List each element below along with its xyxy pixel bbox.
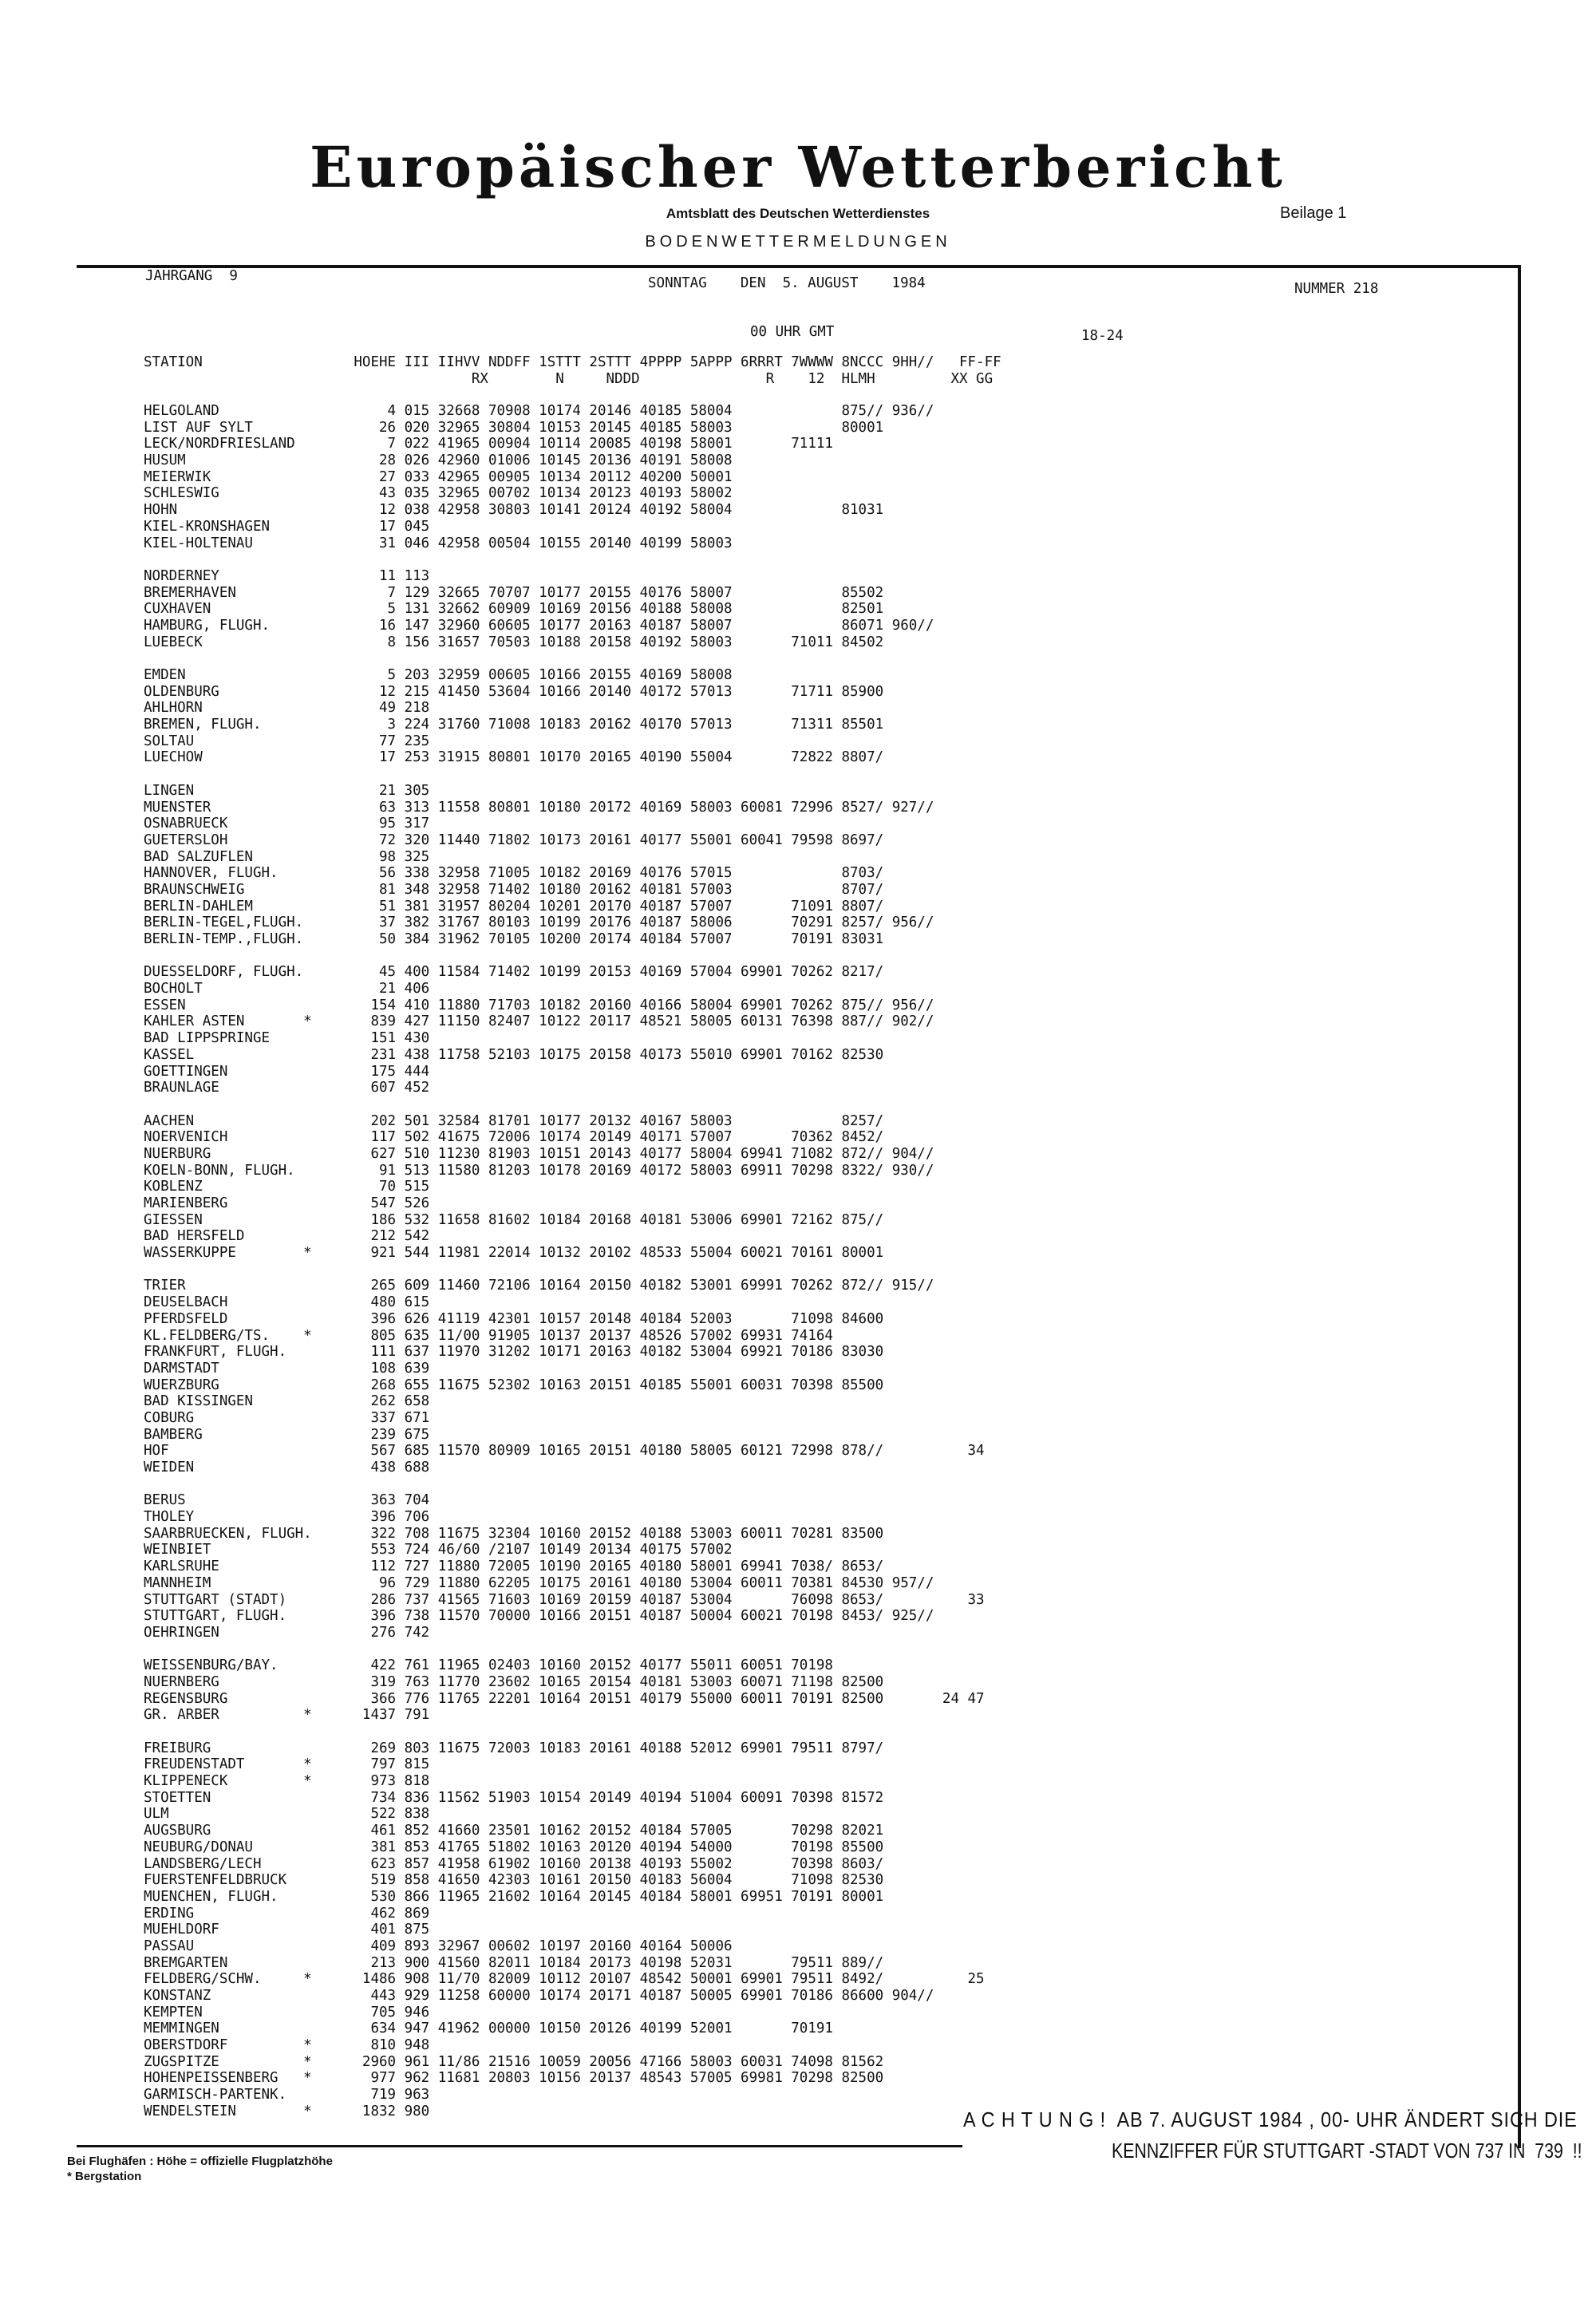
notice-line-1: A C H T U N G ! AB 7. AUGUST 1984 , 00- UHR ÄNDERT SICH DIE xyxy=(963,2107,1578,2131)
station-row: PASSAU 409 893 32967 00602 10197 20160 40164 50006 xyxy=(144,1938,733,1954)
station-row: BOCHOLT 21 406 xyxy=(144,981,430,997)
station-row: WEISSENBURG/BAY. 422 761 11965 02403 10160 20152 40177 55011 60051 70198 xyxy=(144,1657,833,1674)
station-row: KEMPTEN 705 946 xyxy=(144,2004,430,2021)
station-row: BRAUNSCHWEIG 81 348 32958 71402 10180 20162 40181 57003 8707/ xyxy=(144,881,884,898)
station-row: ZUGSPITZE * 2960 961 11/86 21516 10059 20056 47166 58003 60031 74098 81562 xyxy=(144,2053,884,2070)
station-row: FRANKFURT, FLUGH. 111 637 11970 31202 10171 20163 40182 53004 69921 70186 83030 xyxy=(144,1344,884,1361)
station-row: FELDBERG/SCHW. * 1486 908 11/70 82009 10112 20107 48542 50001 69901 79511 8492/ 25 xyxy=(144,1971,985,1988)
station-row: BAD KISSINGEN 262 658 xyxy=(144,1393,430,1410)
group-gap xyxy=(144,551,985,568)
section-heading: BODENWETTERMELDUNGEN xyxy=(645,233,951,251)
station-row: GARMISCH-PARTENK. 719 963 xyxy=(144,2087,430,2104)
station-row: LECK/NORDFRIESLAND 7 022 41965 00904 10114 20085 40198 58001 71111 xyxy=(144,436,833,452)
station-row: KIEL-KRONSHAGEN 17 045 xyxy=(144,518,430,535)
station-row: KONSTANZ 443 929 11258 60000 10174 20171 40187 50005 69901 70186 86600 904// xyxy=(144,1988,934,2004)
station-row: NOERVENICH 117 502 41675 72006 10174 20149 40171 57007 70362 8452/ xyxy=(144,1129,884,1146)
station-row: GOETTINGEN 175 444 xyxy=(144,1063,430,1080)
station-row: AUGSBURG 461 852 41660 23501 10162 20152 40184 57005 70298 82021 xyxy=(144,1823,884,1839)
station-row: ERDING 462 869 xyxy=(144,1905,430,1922)
station-row: ESSEN 154 410 11880 71703 10182 20160 40166 58004 69901 70262 875// 956// xyxy=(144,997,934,1013)
jahrgang-label: JAHRGANG 9 xyxy=(145,268,238,284)
station-row: BAD HERSFELD 212 542 xyxy=(144,1228,430,1245)
station-row: MUENCHEN, FLUGH. 530 866 11965 21602 10164 20145 40184 58001 69951 70191 80001 xyxy=(144,1888,884,1905)
station-row: HOF 567 685 11570 80909 10165 20151 40180 58005 60121 72998 878// 34 xyxy=(144,1443,985,1460)
station-row: HOHN 12 038 42958 30803 10141 20124 40192 58004 81031 xyxy=(144,502,884,519)
group-gap xyxy=(144,650,985,667)
group-gap xyxy=(144,948,985,965)
column-header-line-1: STATION HOEHE III IIHVV NDDFF 1STTT 2STTT 4PPPP 5APPP 6RRRT 7WWWW 8NCCC 9HH// FF-FF xyxy=(144,354,1001,370)
station-row: WASSERKUPPE * 921 544 11981 22014 10132 20102 48533 55004 60021 70161 80001 xyxy=(144,1245,884,1262)
station-row: GUETERSLOH 72 320 11440 71802 10173 20161 40177 55001 60041 79598 8697/ xyxy=(144,832,884,848)
station-row: PFERDSFELD 396 626 41119 42301 10157 20148 40184 52003 71098 84600 xyxy=(144,1310,884,1327)
station-row: LANDSBERG/LECH 623 857 41958 61902 10160 20138 40193 55002 70398 8603/ xyxy=(144,1855,884,1872)
station-row: SAARBRUECKEN, FLUGH. 322 708 11675 32304 10160 20152 40188 53003 60011 70281 83500 xyxy=(144,1525,884,1542)
station-row: DARMSTADT 108 639 xyxy=(144,1360,430,1377)
station-row: KAHLER ASTEN * 839 427 11150 82407 10122 20117 48521 58005 60131 76398 887// 902// xyxy=(144,1013,934,1030)
group-gap xyxy=(144,1476,985,1493)
station-row: STUTTGART (STADT) 286 737 41565 71603 10169 20159 40187 53004 76098 8653/ 33 xyxy=(144,1591,985,1608)
station-row: BAD SALZUFLEN 98 325 xyxy=(144,848,430,865)
station-row: HELGOLAND 4 015 32668 70908 10174 20146 40185 58004 875// 936// xyxy=(144,403,934,419)
frame-bottom-line xyxy=(77,2145,962,2147)
station-row: BRAUNLAGE 607 452 xyxy=(144,1080,430,1096)
station-row: BREMEN, FLUGH. 3 224 31760 71008 10183 20162 40170 57013 71311 85501 xyxy=(144,717,884,733)
group-gap xyxy=(144,1262,985,1278)
station-row: KOBLENZ 70 515 xyxy=(144,1179,430,1195)
station-row: GR. ARBER * 1437 791 xyxy=(144,1707,430,1724)
station-row: NUERBURG 627 510 11230 81903 10151 20143 40177 58004 69941 71082 872// 904// xyxy=(144,1145,934,1162)
group-gap xyxy=(144,1724,985,1740)
station-row: DUESSELDORF, FLUGH. 45 400 11584 71402 10199 20153 40169 57004 69901 70262 8217/ xyxy=(144,964,884,981)
station-row: OSNABRUECK 95 317 xyxy=(144,816,430,832)
station-row: EMDEN 5 203 32959 00605 10166 20155 40169 58008 xyxy=(144,667,733,683)
station-row: KLIPPENECK * 973 818 xyxy=(144,1773,430,1790)
station-row: GIESSEN 186 532 11658 81602 10184 20168 40181 53006 69901 72162 875// xyxy=(144,1211,884,1228)
station-row: LINGEN 21 305 xyxy=(144,782,430,799)
footnote-mountain-station: * Bergstation xyxy=(67,2170,142,2183)
time-range-label: 18-24 xyxy=(1081,328,1124,344)
station-table xyxy=(144,403,985,2120)
station-row: KASSEL 231 438 11758 52103 10175 20158 40173 55010 69901 70162 82530 xyxy=(144,1046,884,1063)
station-row: FUERSTENFELDBRUCK 519 858 41650 42303 10161 20150 40183 56004 71098 82530 xyxy=(144,1872,884,1889)
station-row: AACHEN 202 501 32584 81701 10177 20132 40167 58003 8257/ xyxy=(144,1112,884,1129)
station-row: CUXHAVEN 5 131 32662 60909 10169 20156 40188 58008 82501 xyxy=(144,601,884,618)
station-row: STOETTEN 734 836 11562 51903 10154 20149 40194 51004 60091 70398 81572 xyxy=(144,1789,884,1806)
report-number: NUMMER 218 xyxy=(1294,281,1379,297)
group-gap xyxy=(144,1096,985,1113)
observation-time: 00 UHR GMT xyxy=(750,324,835,340)
station-row: WEIDEN 438 688 xyxy=(144,1460,430,1475)
station-row: KOELN-BONN, FLUGH. 91 513 11580 81203 10178 20169 40172 58003 69911 70298 8322/ 930// xyxy=(144,1162,934,1179)
station-row: DEUSELBACH 480 615 xyxy=(144,1294,430,1311)
station-row: BAMBERG 239 675 xyxy=(144,1426,430,1443)
station-row: LUEBECK 8 156 31657 70503 10188 20158 40192 58003 71011 84502 xyxy=(144,634,884,650)
station-row: SCHLESWIG 43 035 32965 00702 10134 20123 40193 58002 xyxy=(144,485,733,502)
station-row: MUENSTER 63 313 11558 80801 10180 20172 40169 58003 60081 72996 8527/ 927// xyxy=(144,799,934,816)
station-row: HUSUM 28 026 42960 01006 10145 20136 40191 58008 xyxy=(144,452,733,469)
station-row: COBURG 337 671 xyxy=(144,1409,430,1426)
station-row: MUEHLDORF 401 875 xyxy=(144,1922,430,1938)
station-row: MARIENBERG 547 526 xyxy=(144,1195,430,1211)
station-row: REGENSBURG 366 776 11765 22201 10164 20151 40179 55000 60011 70191 82500 24 47 xyxy=(144,1690,985,1707)
page-subtitle: Amtsblatt des Deutschen Wetterdienstes xyxy=(666,206,930,221)
station-row: BERLIN-DAHLEM 51 381 31957 80204 10201 20170 40187 57007 71091 8807/ xyxy=(144,898,884,914)
station-row: FREIBURG 269 803 11675 72003 10183 20161 40188 52012 69901 79511 8797/ xyxy=(144,1740,884,1756)
station-row: HAMBURG, FLUGH. 16 147 32960 60605 10177 20163 40187 58007 86071 960// xyxy=(144,617,934,634)
station-row: TRIER 265 609 11460 72106 10164 20150 40182 53001 69991 70262 872// 915// xyxy=(144,1278,934,1294)
group-gap xyxy=(144,1641,985,1658)
station-row: KIEL-HOLTENAU 31 046 42958 00504 10155 20140 40199 58003 xyxy=(144,535,733,551)
station-row: NEUBURG/DONAU 381 853 41765 51802 10163 20120 40194 54000 70198 85500 xyxy=(144,1839,884,1855)
column-header-line-2: RX N NDDD R 12 HLMH XX GG xyxy=(144,371,994,387)
station-row: BERUS 363 704 xyxy=(144,1492,430,1509)
station-row: FREUDENSTADT * 797 815 xyxy=(144,1756,430,1773)
station-row: MEIERWIK 27 033 42965 00905 10134 20112 40200 50001 xyxy=(144,468,733,485)
station-row: KL.FELDBERG/TS. * 805 635 11/00 91905 10137 20137 48526 57002 69931 74164 xyxy=(144,1327,833,1344)
station-row: BERLIN-TEGEL,FLUGH. 37 382 31767 80103 10199 20176 40187 58006 70291 8257/ 956// xyxy=(144,914,934,931)
station-row: BREMGARTEN 213 900 41560 82011 10184 20173 40198 52031 79511 889// xyxy=(144,1954,884,1971)
station-row: ULM 522 838 xyxy=(144,1806,430,1823)
page-title: Europäischer Wetterbericht xyxy=(310,134,1286,200)
station-row: LUECHOW 17 253 31915 80801 10170 20165 40190 55004 72822 8807/ xyxy=(144,749,884,766)
beilage-label: Beilage 1 xyxy=(1280,204,1347,222)
station-row: AHLHORN 49 218 xyxy=(144,700,430,717)
station-row: BREMERHAVEN 7 129 32665 70707 10177 20155 40176 58007 85502 xyxy=(144,584,884,601)
station-row: SOLTAU 77 235 xyxy=(144,733,430,749)
station-row: BERLIN-TEMP.,FLUGH. 50 384 31962 70105 10200 20174 40184 57007 70191 83031 xyxy=(144,931,884,947)
station-row: HOHENPEISSENBERG * 977 962 11681 20803 10156 20137 48543 57005 69981 70298 82500 xyxy=(144,2070,884,2087)
station-row: OEHRINGEN 276 742 xyxy=(144,1624,430,1641)
notice-line-2: KENNZIFFER FÜR STUTTGART -STADT VON 737 IN 739 !! xyxy=(1112,2139,1582,2163)
station-row: NUERNBERG 319 763 11770 23602 10165 20154 40181 53003 60071 71198 82500 xyxy=(144,1673,884,1690)
station-row: BAD LIPPSPRINGE 151 430 xyxy=(144,1030,430,1047)
station-row: LIST AUF SYLT 26 020 32965 30804 10153 20145 40185 58003 80001 xyxy=(144,419,884,436)
station-row: MANNHEIM 96 729 11880 62205 10175 20161 40180 53004 60011 70381 84530 957// xyxy=(144,1574,934,1591)
station-row: THOLEY 396 706 xyxy=(144,1509,430,1526)
station-row: OLDENBURG 12 215 41450 53604 10166 20140 40172 57013 71711 85900 xyxy=(144,683,884,700)
station-row: KARLSRUHE 112 727 11880 72005 10190 20165 40180 58001 69941 7038/ 8653/ xyxy=(144,1558,884,1575)
station-row: WENDELSTEIN * 1832 980 xyxy=(144,2103,430,2119)
station-row: HANNOVER, FLUGH. 56 338 32958 71005 10182 20169 40176 57015 8703/ xyxy=(144,865,884,882)
report-date: SONNTAG DEN 5. AUGUST 1984 xyxy=(648,275,926,291)
footnote-airport-height: Bei Flughäfen : Höhe = offizielle Flugplatzhöhe xyxy=(67,2155,333,2168)
station-row: MEMMINGEN 634 947 41962 00000 10150 20126 40199 52001 70191 xyxy=(144,2021,833,2037)
station-row: STUTTGART, FLUGH. 396 738 11570 70000 10166 20151 40187 50004 60021 70198 8453/ 925// xyxy=(144,1608,934,1625)
station-row: OBERSTDORF * 810 948 xyxy=(144,2037,430,2054)
station-row: NORDERNEY 11 113 xyxy=(144,567,430,584)
station-row: WUERZBURG 268 655 11675 52302 10163 20151 40185 55001 60031 70398 85500 xyxy=(144,1377,884,1393)
group-gap xyxy=(144,766,985,783)
station-row: WEINBIET 553 724 46/60 /2107 10149 20134 40175 57002 xyxy=(144,1542,733,1558)
